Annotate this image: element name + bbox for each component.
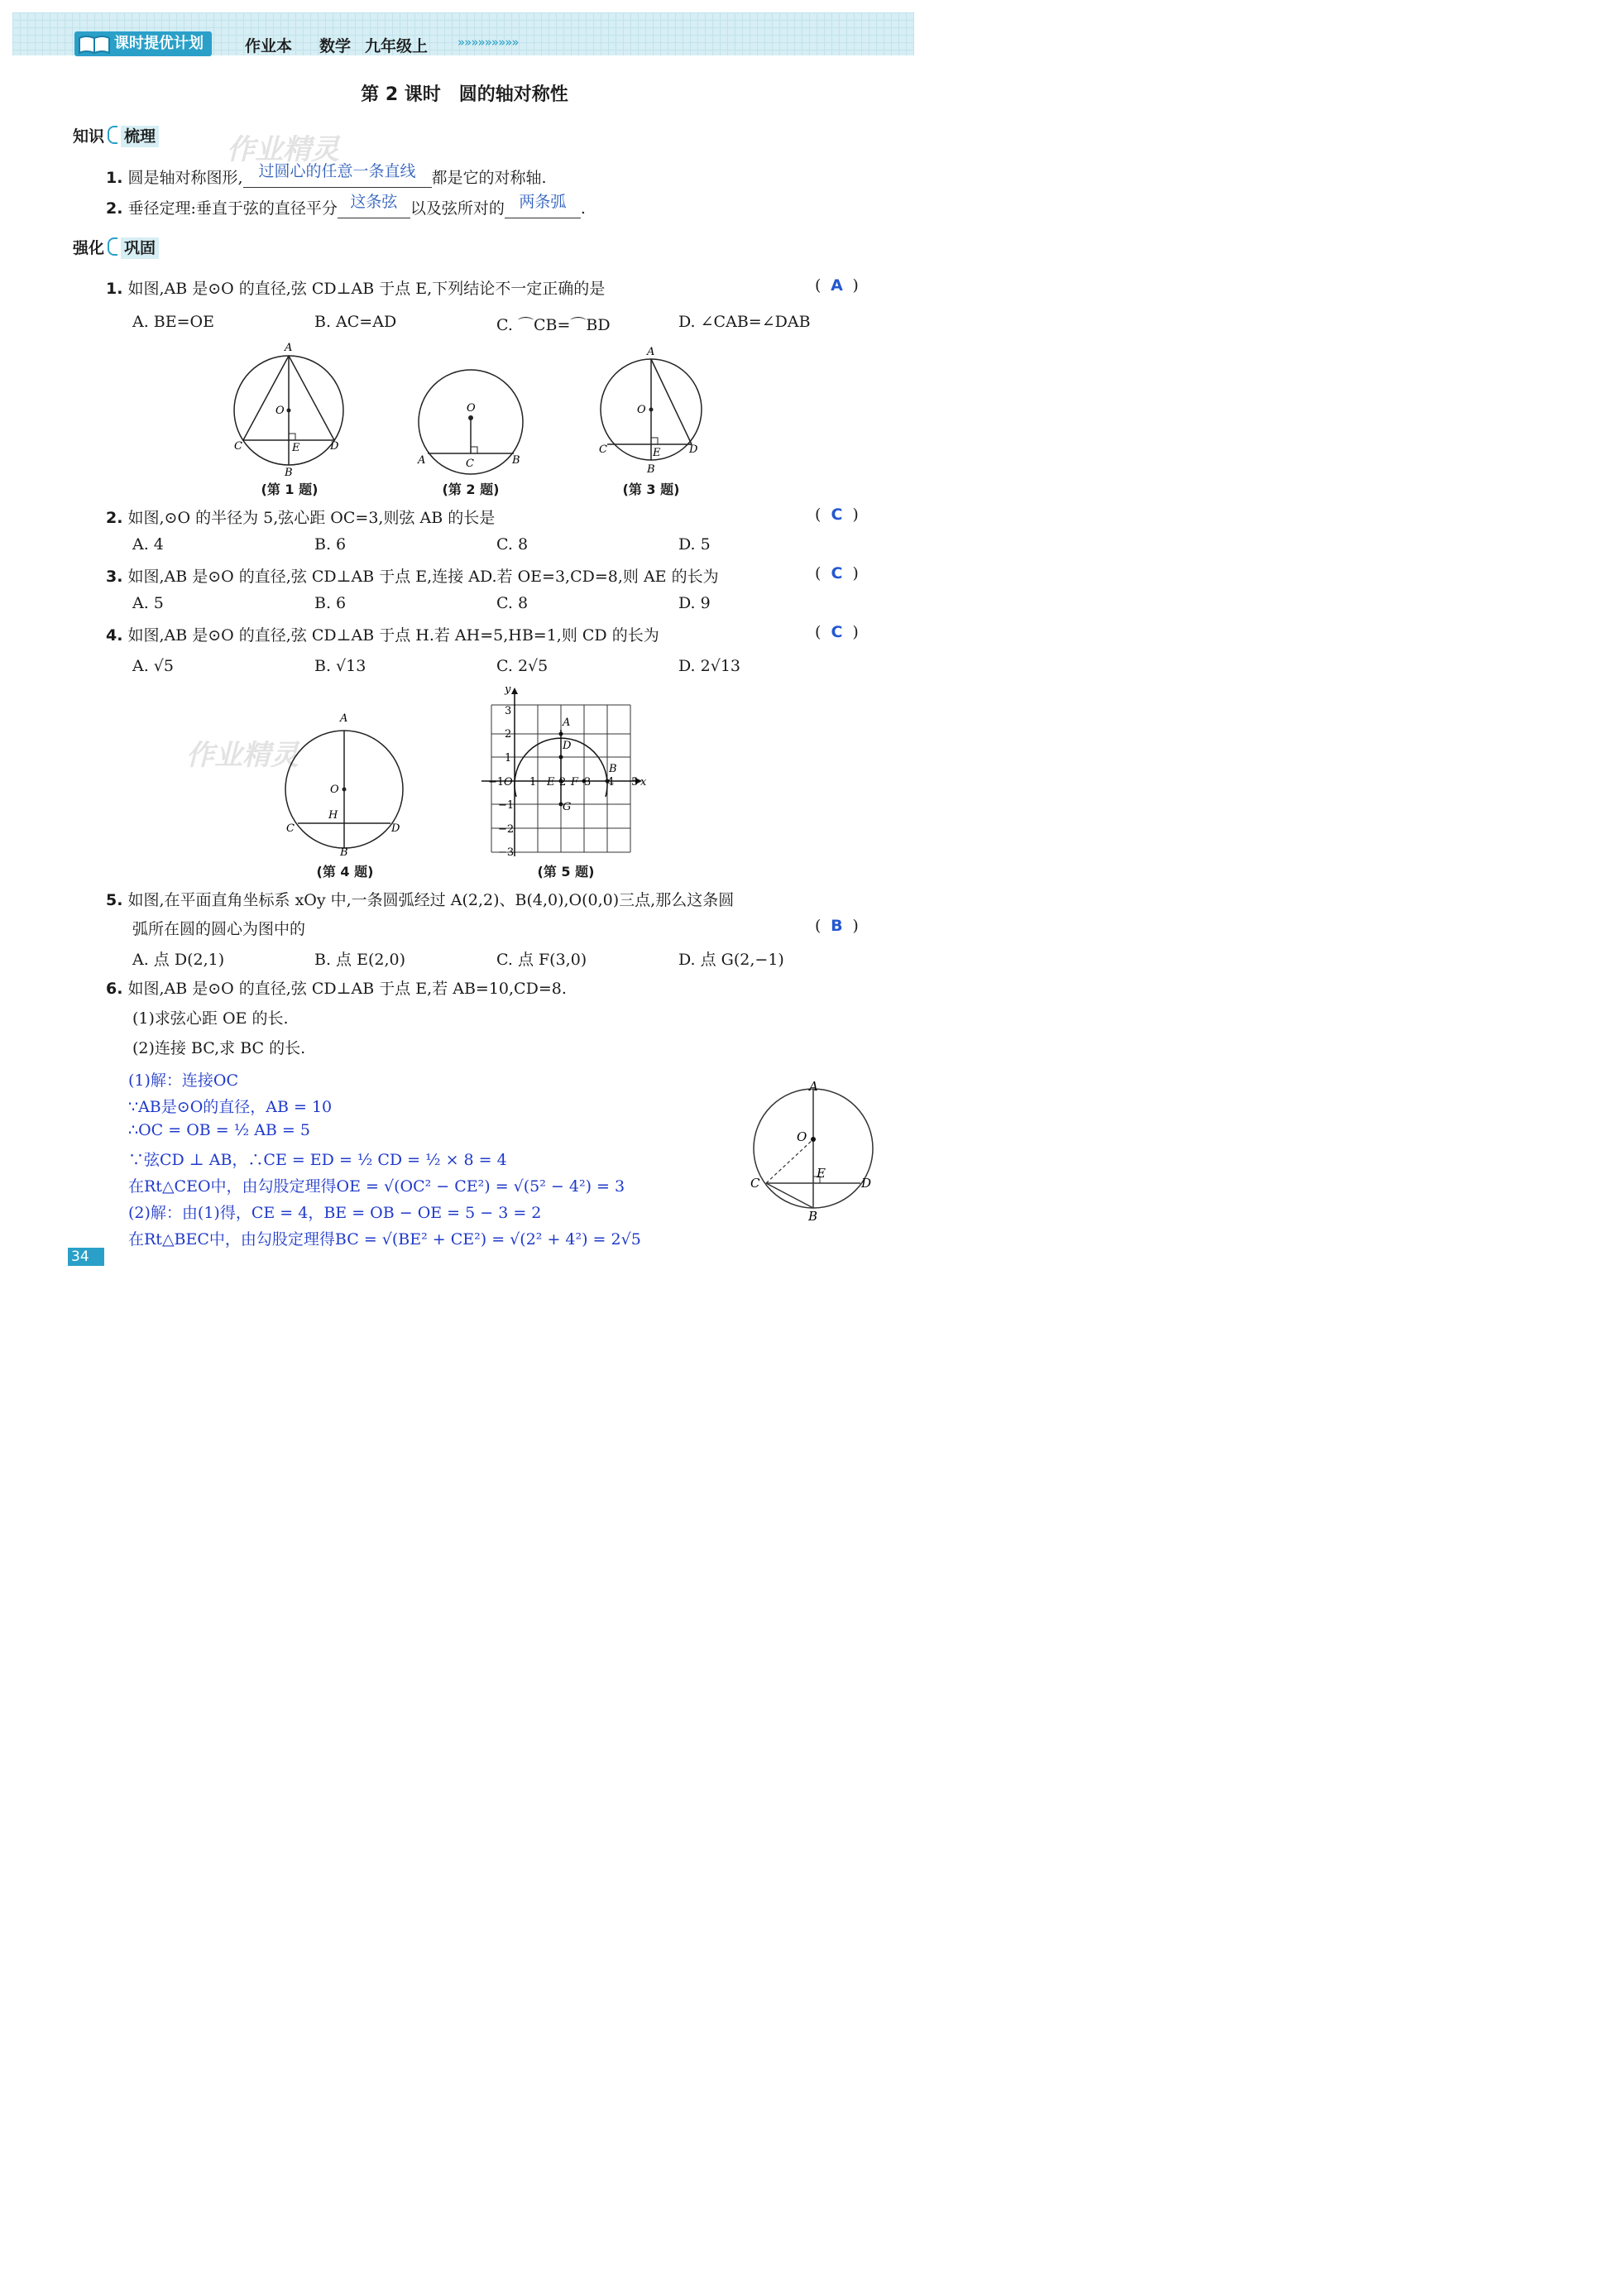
option: B. AC=AD — [314, 313, 397, 331]
tick-label: 2 — [559, 776, 567, 788]
point-label: A — [418, 454, 426, 467]
option: A. √5 — [132, 657, 174, 675]
handwritten-answer: 这条弦 — [350, 193, 398, 211]
chevron-decoration: »»»»»»»»» — [457, 35, 519, 50]
tick-label: 4 — [607, 776, 615, 788]
watermark: 作业精灵 — [227, 133, 339, 166]
figure-1 — [228, 339, 352, 480]
solution-line: (2)解：由(1)得，CE = 4，BE = OB − OE = 5 − 3 = 2 — [128, 1204, 542, 1222]
tick-label: 3 — [505, 705, 512, 717]
series-label: 课时提优计划 — [74, 31, 212, 56]
point-label: C — [286, 822, 295, 835]
solution-line: ∵弦CD ⊥ AB，∴CE = ED = ½ CD = ½ × 8 = 4 — [128, 1151, 507, 1169]
handwritten-answer: 过圆心的任意一条直线 — [258, 162, 416, 180]
figure-caption: (第 2 题) — [442, 482, 500, 497]
point-label: A — [340, 712, 348, 725]
tick-label: −3 — [498, 846, 515, 859]
figure-2 — [414, 364, 529, 480]
option: D. ∠CAB=∠DAB — [678, 313, 811, 331]
figure-4 — [277, 705, 418, 862]
point-label: O — [275, 405, 285, 417]
option: A. 5 — [132, 594, 164, 612]
point-label: B — [340, 846, 348, 859]
solution-line: ∵AB是⊙O的直径，AB = 10 — [128, 1098, 333, 1116]
point-label: A — [647, 346, 655, 358]
option: B. 6 — [314, 535, 347, 554]
option: B. 6 — [314, 594, 347, 612]
point-label: B — [808, 1209, 818, 1224]
option: C. 点 F(3,0) — [496, 951, 587, 969]
tick-label: 5 — [631, 776, 639, 788]
option: D. 5 — [678, 535, 711, 554]
question-1: 1. 如图,AB 是⊙O 的直径,弦 CD⊥AB 于点 E,下列结论不一定正确的是 — [106, 280, 606, 298]
subject-label: 数学 — [319, 37, 352, 55]
option: C. ⌒CB=⌒BD — [496, 316, 611, 334]
question-5: 5. 如图,在平面直角坐标系 xOy 中,一条圆弧经过 A(2,2)、B(4,0),O(0,0)三点,那么这条圆 — [106, 891, 735, 909]
solution-line: ∴OC = OB = ½ AB = 5 — [128, 1121, 310, 1139]
question-6-part-1: (1)求弦心距 OE 的长. — [132, 1009, 289, 1028]
question-6: 6. 如图,AB 是⊙O 的直径,弦 CD⊥AB 于点 E,若 AB=10,CD=8. — [106, 980, 567, 998]
answer-slot-3: ( C ) — [815, 564, 859, 582]
figure-6 — [740, 1080, 885, 1225]
option: A. 4 — [132, 535, 164, 554]
point-label: B — [285, 467, 293, 479]
point-label: C — [234, 440, 242, 453]
answer-slot-5: ( B ) — [815, 917, 859, 935]
tick-label: −1 — [488, 776, 505, 788]
answer-slot-4: ( C ) — [815, 623, 859, 641]
figure-5 — [480, 683, 649, 860]
point-label: O — [330, 784, 339, 796]
option: D. 点 G(2,−1) — [678, 951, 784, 969]
figure-caption: (第 5 题) — [537, 864, 595, 880]
section-heading-knowledge: 知识 梳理 — [73, 124, 159, 146]
point-label: A — [563, 717, 571, 729]
option: A. BE=OE — [132, 313, 214, 331]
tick-label: 3 — [584, 776, 592, 788]
option: A. 点 D(2,1) — [132, 951, 225, 969]
point-label: B — [647, 463, 655, 476]
figure-caption: (第 1 题) — [261, 482, 319, 497]
point-label: C — [466, 458, 474, 470]
solution-line: (1)解：连接OC — [128, 1071, 239, 1090]
question-5-cont: 弧所在圆的圆心为图中的 — [132, 920, 306, 938]
point-label: A — [285, 342, 293, 354]
page-title: 第 2 课时 圆的轴对称性 — [361, 84, 568, 105]
point-label: E — [817, 1166, 826, 1181]
page-number: 34 — [68, 1248, 104, 1266]
answer-slot-1: ( A ) — [815, 276, 859, 295]
solution-line: 在Rt△CEO中，由勾股定理得OE = √(OC² − CE²) = √(5² − 4²) = 3 — [128, 1177, 625, 1196]
section-heading-practice: 强化 巩固 — [73, 236, 159, 258]
question-4: 4. 如图,AB 是⊙O 的直径,弦 CD⊥AB 于点 H.若 AH=5,HB=1,则 CD 的长为 — [106, 626, 659, 645]
point-label: D — [689, 443, 698, 456]
option: B. 点 E(2,0) — [314, 951, 405, 969]
point-label: E — [653, 447, 661, 459]
point-label: D — [563, 740, 572, 752]
point-label: B — [609, 763, 617, 775]
origin-label: O — [504, 776, 513, 788]
book-icon — [78, 33, 111, 55]
axis-label: y — [505, 683, 511, 696]
figure-caption: (第 4 题) — [316, 864, 374, 880]
watermark: 作业精灵 — [186, 739, 299, 772]
point-label: C — [750, 1176, 760, 1191]
tick-label: 1 — [529, 776, 537, 788]
knowledge-item-2: 2. 垂径定理:垂直于弦的直径平分 这条弦 以及弦所对的 两条弧 . — [106, 193, 586, 218]
book-label: 作业本 — [245, 37, 293, 55]
point-label: D — [330, 440, 339, 453]
point-label: F — [571, 776, 579, 788]
option: D. 2√13 — [678, 657, 741, 675]
point-label: E — [547, 776, 555, 788]
point-label: O — [797, 1129, 807, 1144]
answer-slot-2: ( C ) — [815, 506, 859, 524]
question-3: 3. 如图,AB 是⊙O 的直径,弦 CD⊥AB 于点 E,连接 AD.若 OE=3,CD=8,则 AE 的长为 — [106, 568, 719, 586]
tick-label: −1 — [498, 799, 515, 812]
tick-label: −2 — [498, 823, 515, 836]
option: C. 2√5 — [496, 657, 549, 675]
point-label: O — [637, 404, 646, 416]
figure-caption: (第 3 题) — [622, 482, 680, 497]
option: C. 8 — [496, 594, 529, 612]
option: D. 9 — [678, 594, 711, 612]
point-label: C — [599, 443, 607, 456]
axis-label: x — [640, 776, 647, 788]
point-label: D — [391, 822, 400, 835]
point-label: H — [328, 809, 338, 822]
point-label: O — [467, 402, 476, 415]
option: B. √13 — [314, 657, 366, 675]
point-label: A — [809, 1080, 818, 1094]
handwritten-answer: 两条弧 — [519, 193, 567, 211]
point-label: D — [861, 1176, 872, 1191]
point-label: E — [292, 442, 300, 454]
grade-label: 九年级上 — [365, 37, 429, 55]
tick-label: 2 — [505, 728, 512, 741]
knowledge-item-1: 1. 圆是轴对称图形, 过圆心的任意一条直线 都是它的对称轴. — [106, 162, 547, 187]
point-label: B — [512, 454, 520, 467]
solution-line: 在Rt△BEC中，由勾股定理得BC = √(BE² + CE²) = √(2² + 4²) = 2√5 — [128, 1230, 641, 1249]
point-label: G — [563, 801, 572, 813]
option: C. 8 — [496, 535, 529, 554]
question-2: 2. 如图,⊙O 的半径为 5,弦心距 OC=3,则弦 AB 的长是 — [106, 509, 496, 527]
figure-3 — [594, 343, 710, 477]
question-6-part-2: (2)连接 BC,求 BC 的长. — [132, 1039, 306, 1057]
tick-label: 1 — [505, 752, 512, 765]
